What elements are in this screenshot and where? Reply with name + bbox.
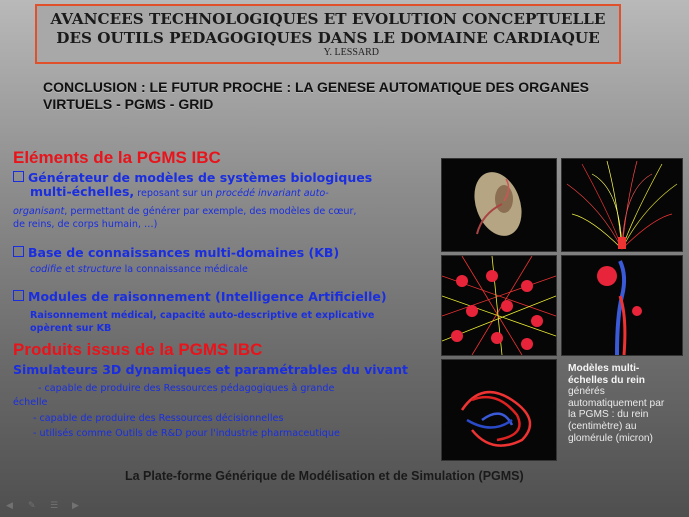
bullet3-text-1: Raisonnement médical, capacité auto-descriptive et explicative [30, 310, 375, 321]
bullet1-title-a: Générateur de modèles de systèmes biologiques [28, 170, 373, 185]
glomeruli-network-image [441, 255, 557, 356]
section2-sub: Simulateurs 3D dynamiques et paramétrables du vivant [13, 362, 408, 377]
subtitle [43, 79, 663, 113]
bullet1-title-b: multi-échelles, [30, 184, 135, 199]
kidney-image [441, 158, 557, 252]
bullet2-title-text: Base de connaissances multi-domaines (KB) [28, 245, 340, 260]
bullet3-title [13, 289, 387, 304]
section2-line2: - capable de produire des Ressources décisionnelles [33, 413, 284, 424]
bullet3-title-text: Modules de raisonnement (Intelligence Artificielle) [28, 289, 387, 304]
caption-text-1: générés [568, 386, 605, 398]
bullet2-italic-2: structure [77, 264, 122, 275]
section2-line3: - utilisés comme Outils de R&D pour l'industrie pharmaceutique [33, 428, 340, 439]
bullet3-text-2: opèrent sur KB [30, 323, 112, 334]
nephron-image [561, 255, 683, 356]
menu-icon[interactable]: ☰ [50, 501, 59, 511]
subtitle-line-2: VIRTUELS - PGMS - GRID [43, 96, 214, 112]
bullet1-body-2 [13, 206, 413, 219]
bullet1-body [30, 186, 412, 201]
bullet1-title [13, 170, 372, 185]
subtitle-line-1: CONCLUSION : LE FUTUR PROCHE : LA GENESE AUTOMATIQUE DES ORGANES [43, 79, 590, 95]
caption-text-3: la PGMS : du rein [568, 409, 649, 421]
caption-bold-1: Modèles multi- [568, 363, 640, 374]
bullet2-italic-1: codifie [30, 264, 62, 275]
bullet1-italic-2: organisant [13, 206, 65, 217]
title-line-2: DES OUTILS PEDAGOGIQUES DANS LE DOMAINE CARDIAQUE [56, 29, 600, 47]
section2-line1b: échelle [13, 397, 48, 408]
bullet2-text-2: la connaissance médicale [121, 264, 248, 275]
title-box [35, 4, 621, 64]
bullet1-text-1: reposant sur un [137, 188, 213, 199]
caption-text-5: glomérule (micron) [568, 432, 653, 444]
bullet2-title [13, 245, 339, 260]
caption-text-4: (centimètre) au [568, 420, 637, 432]
caption-text-2: automatiquement par [568, 397, 665, 409]
bullet2-text-1: et [62, 264, 78, 275]
vascular-tree-image [561, 158, 683, 252]
next-arrow-icon[interactable]: ▶ [72, 501, 79, 511]
checkbox-bullet-icon [13, 290, 24, 301]
section1-heading: Eléments de la PGMS IBC [13, 148, 221, 167]
caption-bold-2: échelles du rein [568, 374, 646, 386]
bullet1-text-2: , permettant de générer par exemple, des modèles de cœur, [64, 206, 357, 217]
images-caption [568, 363, 684, 444]
checkbox-bullet-icon [13, 171, 24, 182]
section2-line1: - capable de produire des Ressources pédagogiques à grande [38, 383, 335, 394]
bullet1-italic-1: procédé invariant auto- [215, 188, 329, 199]
prev-arrow-icon[interactable]: ◀ [6, 501, 13, 511]
bullet2-body [30, 264, 248, 277]
footer-title: La Plate-forme Générique de Modélisation et de Simulation (PGMS) [125, 469, 524, 483]
title-line-1: AVANCEES TECHNOLOGIQUES ET EVOLUTION CONCEPTUELLE [50, 10, 606, 28]
slideshow-nav [6, 502, 84, 511]
checkbox-bullet-icon [13, 246, 24, 257]
glomerulus-closeup-image [441, 359, 557, 461]
author: Y. LESSARD [323, 47, 379, 58]
bullet1-text-3: de reins, de corps humain, …) [13, 219, 158, 230]
pen-icon[interactable]: ✎ [28, 501, 36, 511]
section2-heading: Produits issus de la PGMS IBC [13, 340, 263, 359]
